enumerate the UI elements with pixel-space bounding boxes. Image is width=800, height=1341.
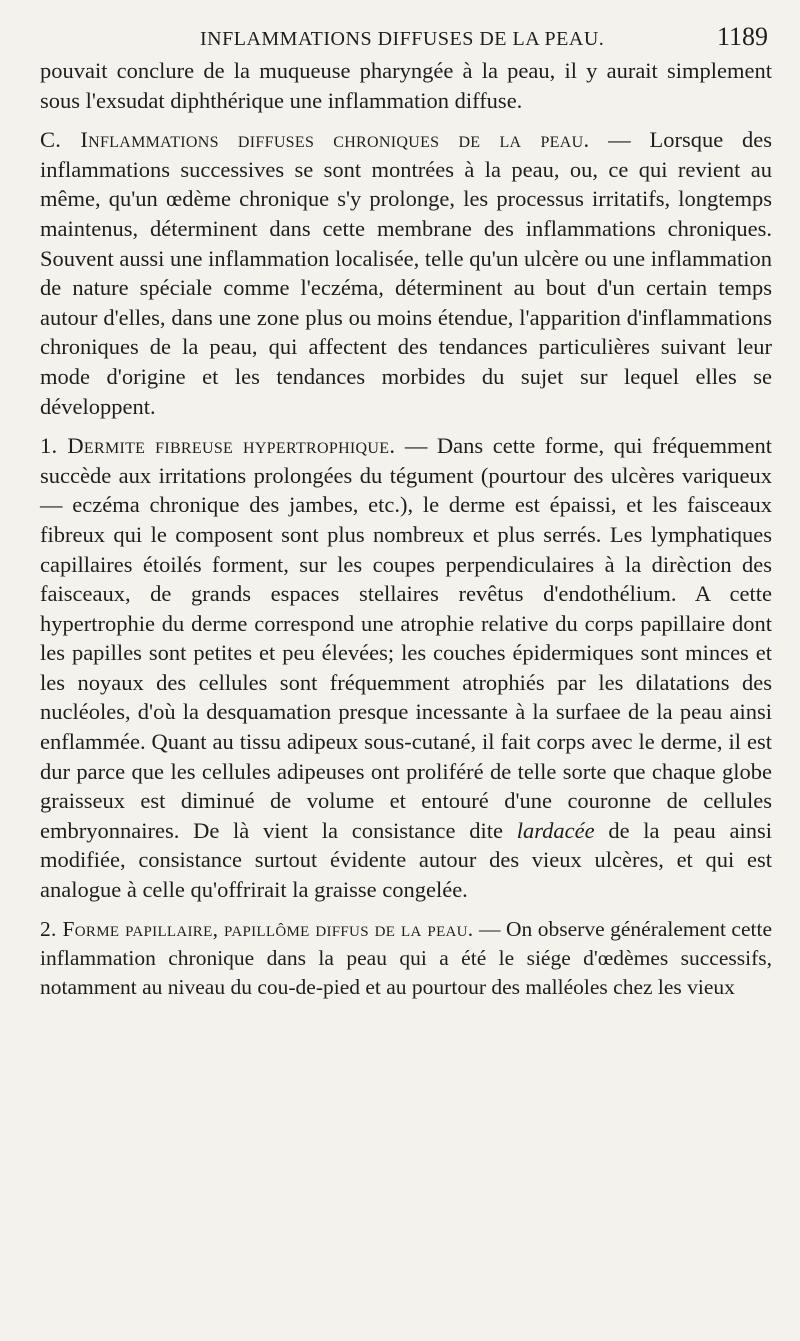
paragraph-gap [40, 905, 772, 915]
intro-text: pouvait conclure de la muqueuse pharyngée à la peau, il y aurait simplement sous l'exsudat diphthérique une inflammation diffuse. [40, 58, 772, 113]
section-c-text: — Lorsque des inflammations successives se sont montrées à la peau, ou, ce qui revient au même, qu'un œdème chronique s'y prolonge, les processus irritatifs, longtemps maintenus, déterminent dans cette membrane des inflammations chroniques. Souvent aussi une inflammation localisée, telle qu'un ulcère ou une inflammation de nature spéciale comme l'eczéma, déterminent au bout d'un certain temps autour d'elles, dans une zone plus ou moins étendue, l'apparition d'inflammations chroniques de la peau, qui affectent des tendances particulières suivant leur mode d'origine et les tendances morbides du sujet sur lequel elles se développent. [40, 127, 772, 419]
section-2-text: — On observe généralement cette inflammation chronique dans la peau qui a été le siége d'œdèmes successifs, notamment au niveau du cou-de-pied et au pourtour des malléoles chez les vieux [40, 916, 772, 1000]
section-1-emphasis: lardacée [516, 817, 595, 843]
paragraph-intro [40, 56, 772, 115]
paragraph-section-2 [40, 915, 772, 1003]
section-1-heading: 1. Dermite fibreuse hypertrophique. [40, 433, 396, 459]
paragraph-section-1 [40, 431, 772, 905]
running-head [40, 0, 772, 56]
paragraph-section-c [40, 125, 772, 421]
paragraph-gap [40, 421, 772, 431]
section-2-heading: 2. Forme papillaire, papillôme diffus de la peau. [40, 916, 474, 941]
section-1-text-a: — Dans cette forme, qui fréquemment succède aux irritations prolongées du tégument (pourtour des ulcères variqueux — eczéma chronique des jambes, etc.), le derme est épaissi, et les faisceaux fibreux qui le composent sont plus nombreux et plus serrés. Les lymphatiques capillaires étoilés forment, sur les coupes perpendiculaires à la dirèction des faisceaux, de grands espaces stellaires revêtus d'endothélium. A cette hypertrophie du derme correspond une atrophie relative du corps papillaire dont les papilles sont petites et peu élevées; les couches épidermiques sont minces et les noyaux des cellules sont fréquemment atrophiés par les dilatations des nucléoles, d'où la desquamation presque incessante à la surfaee de la peau ainsi enflammée. Quant au tissu adipeux sous-cutané, il fait corps avec le derme, il est dur parce que les cellules adipeuses ont proliféré de telle sorte que chaque globe graisseux est diminué de volume et entouré d'une couronne de cellules embryonnaires. De là vient la consistance dite [40, 433, 772, 843]
section-1-text-b: de la peau ainsi modifiée, consistance surtout évidente autour des vieux ulcères, et qui est analogue à celle qu'offrirait la graisse congelée. [40, 817, 772, 903]
paragraph-gap [40, 115, 772, 125]
page [40, 0, 772, 1003]
section-c-heading: C. Inflammations diffuses chroniques de la peau. [40, 127, 590, 153]
page-number: 1189 [716, 22, 768, 51]
running-title: INFLAMMATIONS DIFFUSES DE LA PEAU. [200, 28, 605, 50]
